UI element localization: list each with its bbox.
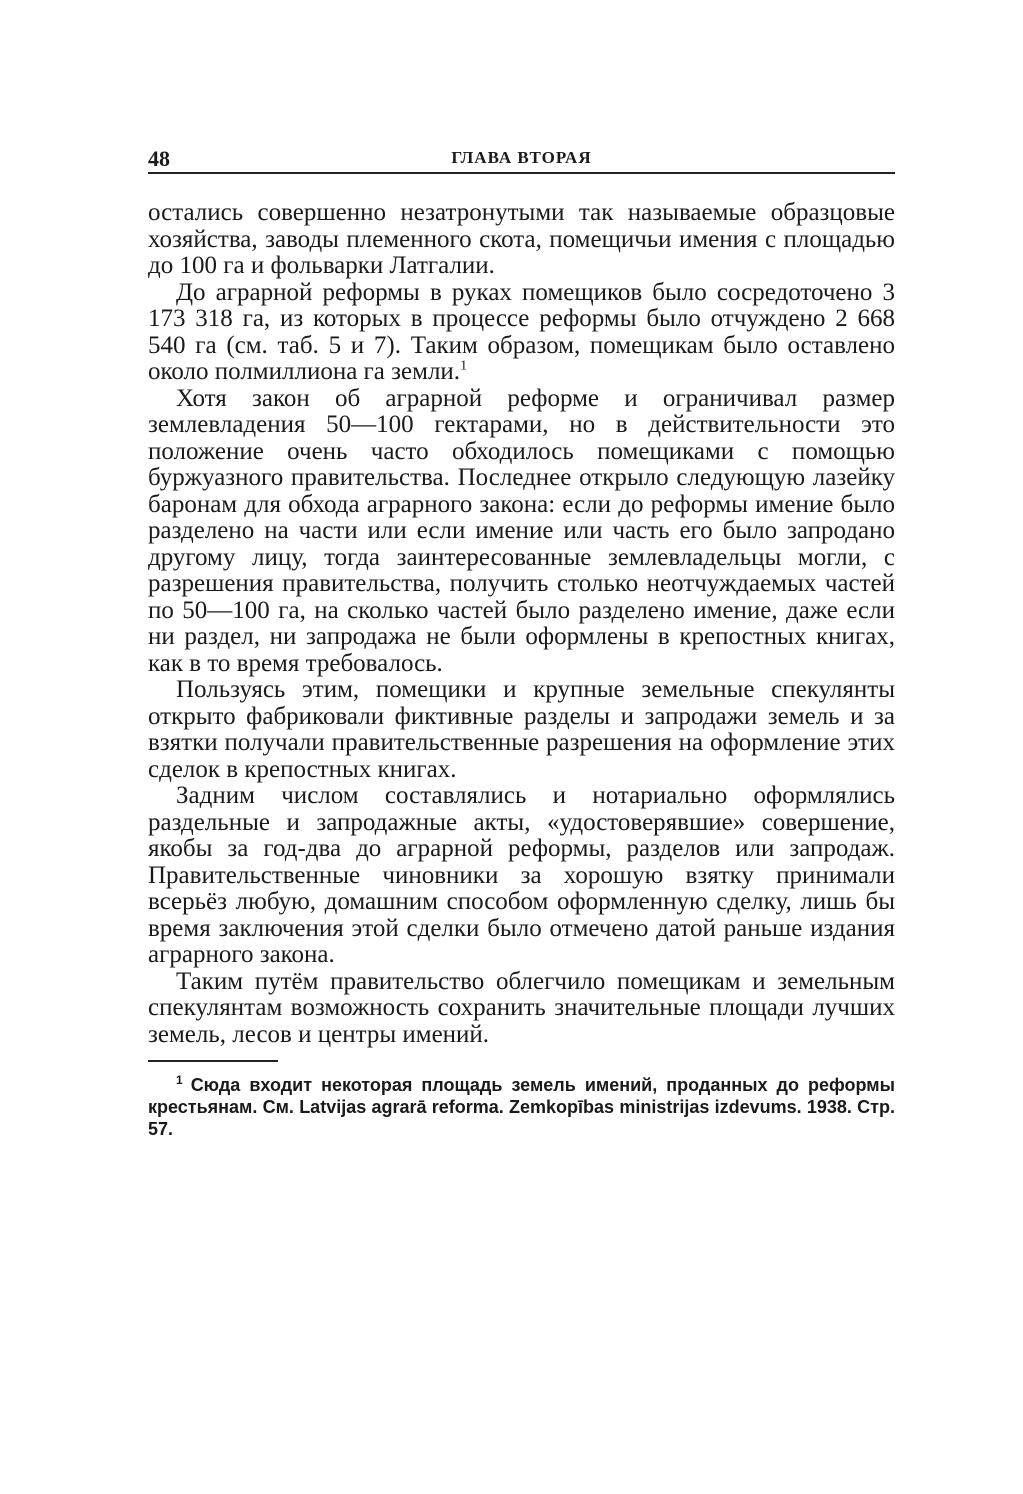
running-head: ГЛАВА ВТОРАЯ [451, 148, 592, 167]
page-number: 48 [148, 146, 170, 171]
book-page [148, 138, 895, 1140]
paragraph-2: До аграрной реформы в руках помещиков было сосредоточено 3 173 318 га, из которых в процессе реформы было отчуждено 2 668 540 га (см. таб. 5 и 7). Таким образом, помещикам было оставлено около полмиллиона га земли.$^1$ [148, 278, 895, 385]
paragraph-4: Пользуясь этим, помещики и крупные земельные спекулянты открыто фабриковали фиктивные разделы и запродажи земель и за взятки получали правительственные разрешения на оформление этих сделок в крепостных книгах. [148, 676, 895, 783]
body-text [148, 200, 895, 1048]
paragraph-3: Хотя закон об аграрной реформе и ограничивал размер землевладения 50—100 гектарами, но в действительности это положение очень часто обходилось помещиками с помощью буржуазного правительства. Последнее открыло следующую лазейку баронам для обхода аграрного закона: если до реформы имение было разделено на части или если имение или часть его было запродано другому лицу, тогда заинтересованные землевладельцы могли, с разрешения правительства, получить столько неотчуждаемых частей по 50—100 га, на сколько частей было разделено имение, даже если ни раздел, ни запродажа не были оформлены в крепостных книгах, как в то время требовалось. [148, 384, 895, 677]
footnote-mark: 1 [176, 1073, 183, 1087]
paragraph-5: Задним числом составлялись и нотариально оформлялись раздельные и запродажные акты, «удостоверявшие» совершение, якобы за год-два до аграрной реформы, разделов или запродаж. Правительственные чиновники за хорошую взятку принимали всерьёз любую, домашним способом оформленную сделку, лишь бы время заключения этой сделки было отмечено датой раньше издания аграрного закона. [148, 782, 895, 968]
footnote [148, 1074, 895, 1140]
footnote-divider [148, 1060, 278, 1062]
paragraph-6: Таким путём правительство облегчило помещикам и земельным спекулянтам возможность сохранить значительные площади лучших земель, лесов и центры имений. [148, 967, 895, 1048]
page-header [148, 138, 895, 174]
footnote-reference: 1 [460, 358, 468, 374]
footnote-text: Сюда входит некоторая площадь земель имений, проданных до реформы крестьянам. См. Latvijas agrarā reforma. Zemkopības ministrijas izdevums. 1938. Стр. 57. [148, 1075, 895, 1139]
paragraph-1: остались совершенно незатронутыми так называемые образцовые хозяйства, заводы племенного скота, помещичьи имения с площадью до 100 га и фольварки Латгалии. [148, 199, 895, 279]
